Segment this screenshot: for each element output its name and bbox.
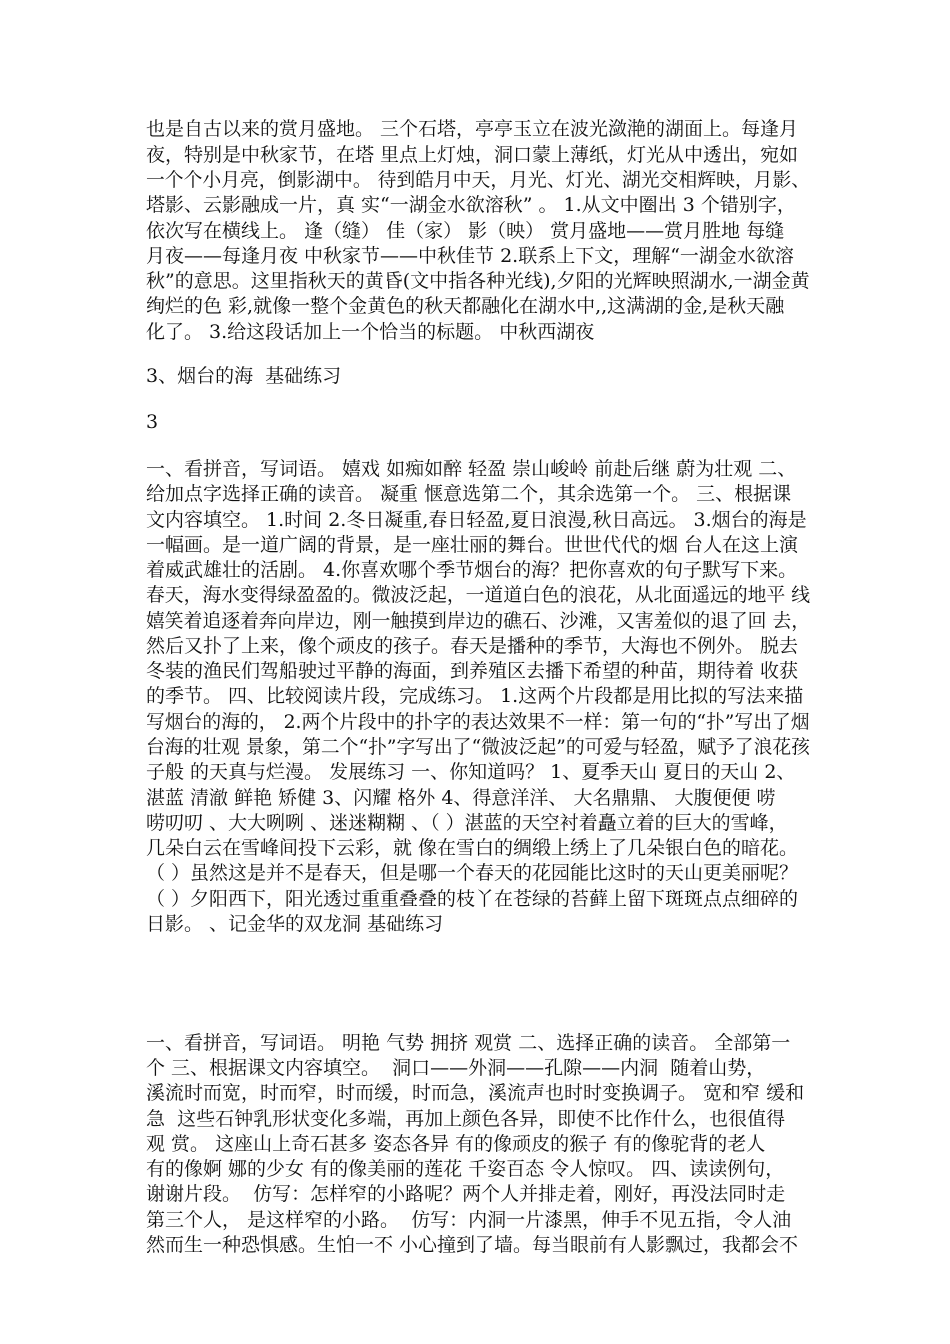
text-line: 湛蓝 清澈 鲜艳 矫健 3、闪耀 格外 4、得意洋洋、 大名鼎鼎、 大腹便便 唠 [146,787,776,809]
text-line: 观 赏。 这座山上奇石甚多 姿态各异 有的像顽皮的猴子 有的像驼背的老人 [146,1133,766,1155]
text-line: 溪流时而宽，时而窄，时而缓，时而急，溪流声也时时变换调子。 宽和窄 缓和 [146,1082,805,1104]
text-line: 依次写在横线上。 逢（缝） 佳（家） 影（映） 赏月盛地——赏月胜地 每缝 [146,220,785,242]
text-line: 也是自古以来的赏月盛地。 三个石塔，亭亭玉立在波光潋滟的湖面上。每逢月 [146,118,799,140]
text-line: 台海的壮观 景象，第二个“扑”字写出了“微波泛起”的可爱与轻盈，赋予了浪花孩 [146,736,810,758]
text-line: 冬装的渔民们驾船驶过平静的海面，到养殖区去播下希望的种苗，期待着 收获 [146,660,799,682]
text-line: 夜，特别是中秋家节，在塔 里点上灯烛，洞口蒙上薄纸，灯光从中透出，宛如 [146,144,799,166]
text-line: 月夜——每逢月夜 中秋家节——中秋佳节 2.联系上下文，理解“一湖金水欲溶 [146,245,794,267]
section-heading: 3、烟台的海 基础练习 [146,365,342,387]
text-line: 几朵白云在雪峰间投下云彩，就 像在雪白的绸缎上绣上了几朵银白色的暗花。 [146,837,799,859]
text-line: 春天，海水变得绿盈盈的。微波泛起，一道道白色的浪花，从北面遥远的地平 线 [146,584,811,606]
text-line: 一个个小月亮，倒影湖中。 待到皓月中天，月光、灯光、湖光交相辉映，月影、 [146,169,811,191]
text-line: 的季节。 四、比较阅读片段，完成练习。 1.这两个片段都是用比拟的写法来描 [146,685,804,707]
text-line: 有的像婀 娜的少女 有的像美丽的莲花 千姿百态 令人惊叹。 四、读读例句， [146,1158,785,1180]
section-number: 3 [146,411,159,433]
text-line: （ ）夕阳西下，阳光透过重重叠叠的枝丫在苍绿的苔藓上留下斑斑点点细碎的 [146,888,799,910]
text-line: 着威武雄壮的活剧。 4.你喜欢哪个季节烟台的海？把你喜欢的句子默写下来。 [146,559,798,581]
text-line: 文内容填空。 1.时间 2.冬日凝重,春日轻盈,夏日浪漫,秋日高远。 3.烟台的海是 [146,509,807,531]
text-line: （ ）虽然这是并不是春天，但是哪一个春天的花园能比这时的天山更美丽呢？ [146,862,799,884]
text-line: 写烟台的海的， 2.两个片段中的扑字的表达效果不一样：第一句的“扑”写出了烟 [146,711,810,733]
text-line: 一幅画。是一道广阔的背景，是一座壮丽的舞台。世世代代的烟 台人在这上演 [146,534,799,556]
text-line: 谢谢片段。 仿写：怎样窄的小路呢？两个人并排走着，刚好，再没法同时走 [146,1183,786,1205]
text-line: 子般 的天真与烂漫。 发展练习 一、你知道吗？ 1、夏季天山 夏日的天山 2、 [146,761,796,783]
text-line: 然后又扑了上来，像个顽皮的孩子。春天是播种的季节，大海也不例外。 脱去 [146,635,799,657]
text-line: 急 这些石钟乳形状变化多端，再加上颜色各异，即使不比作什么，也很值得 [146,1108,786,1130]
text-line: 日影。 、记金华的双龙洞 基础练习 [146,913,444,935]
text-line: 秋”的意思。这里指秋天的黄昏(文中指各种光线),夕阳的光辉映照湖水,一湖金黄 [146,270,810,292]
text-line: 个 三、根据课文内容填空。 洞口——外洞——孔隙——内洞 随着山势， [146,1057,766,1079]
text-line: 塔影、云影融成一片，真 实“一湖金水欲溶秋” 。 1.从文中圈出 3 个错别字， [146,194,796,216]
text-line: 给加点字选择正确的读音。 凝重 惬意选第二个，其余选第一个。 三、根据课 [146,483,792,505]
text-line: 一、看拼音，写词语。 明艳 气势 拥挤 观赏 二、选择正确的读音。 全部第一 [146,1032,791,1054]
text-line: 化了。 3.给这段话加上一个恰当的标题。 中秋西湖夜 [146,321,595,343]
text-line: 嬉笑着追逐着奔向岸边，刚一触摸到岸边的礁石、沙滩，又害羞似的退了回 去， [146,610,811,632]
text-line: 绚烂的色 彩,就像一整个金黄色的秋天都融化在湖水中,,这满湖的金,是秋天融 [146,295,785,317]
text-line: 一、看拼音，写词语。 嬉戏 如痴如醉 轻盈 崇山峻岭 前赴后继 蔚为壮观 二、 [146,458,797,480]
text-line: 唠叨叨 、大大咧咧 、迷迷糊糊 、（ ）湛蓝的天空衬着矗立着的巨大的雪峰， [146,812,788,834]
text-line: 然而生一种恐惧感。生怕一不 小心撞到了墙。每当眼前有人影飘过，我都会不 [146,1234,799,1256]
text-line: 第三个人， 是这样窄的小路。 仿写：内洞一片漆黑，伸手不见五指，令人油 [146,1209,792,1231]
